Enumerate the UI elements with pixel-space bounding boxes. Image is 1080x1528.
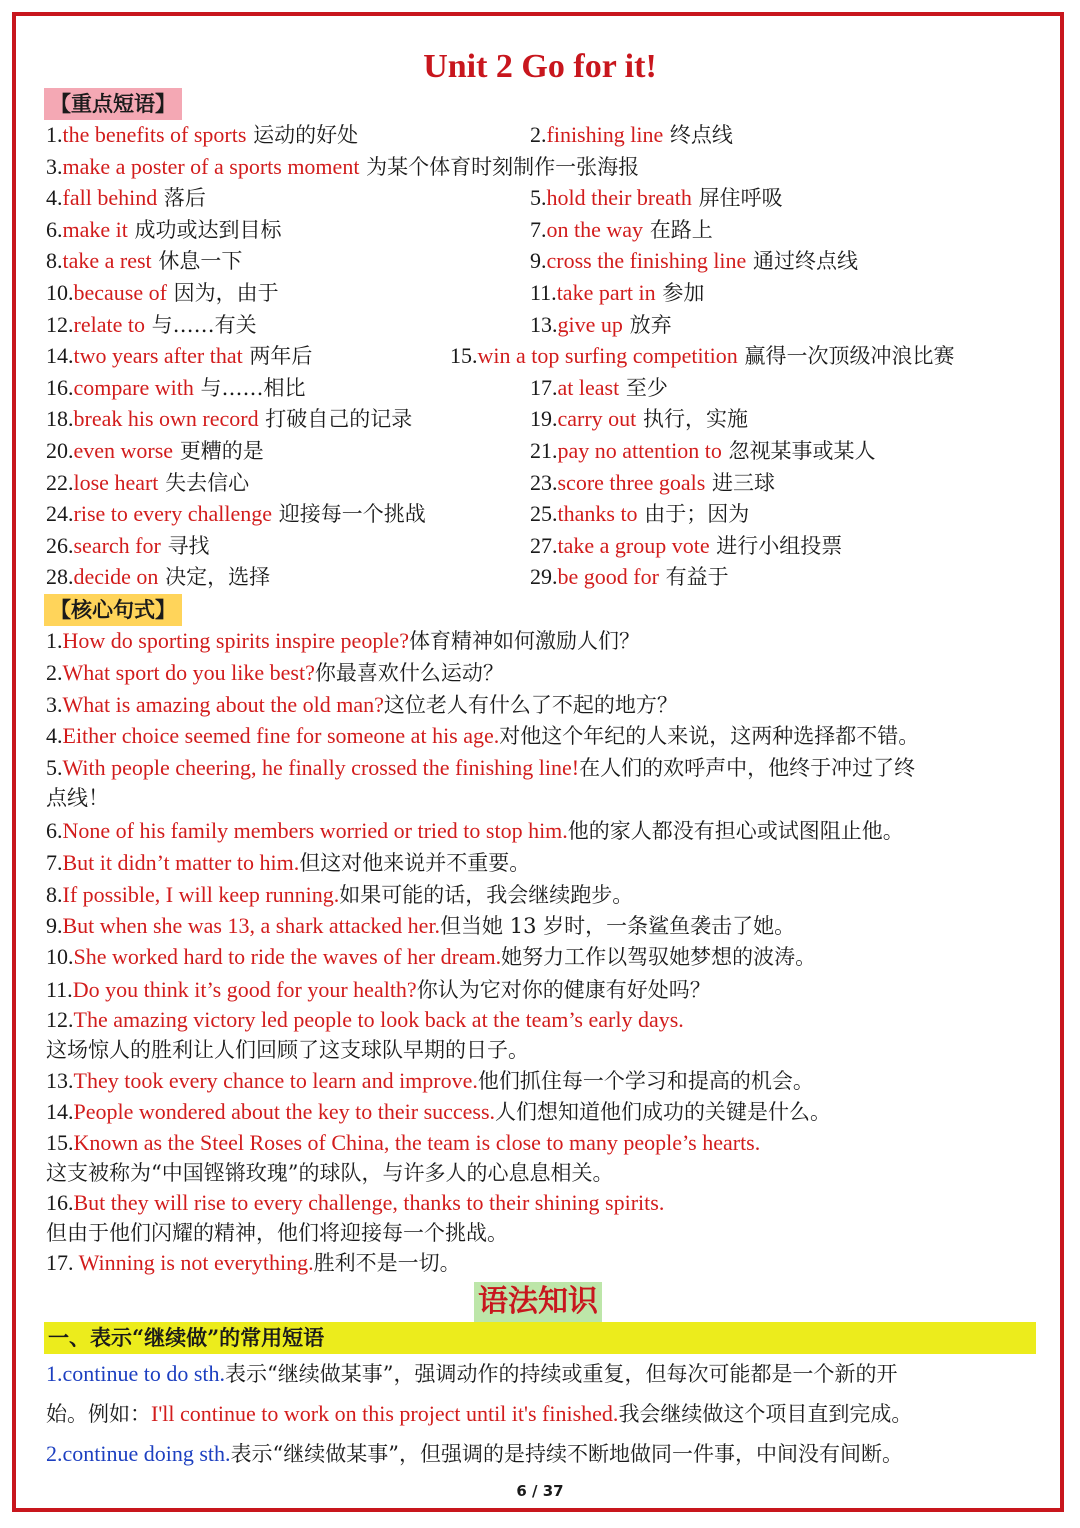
phrase-item <box>46 499 426 529</box>
phrase-english: break his own record <box>73 406 259 432</box>
sentence-item <box>46 721 919 751</box>
phrase-chinese: 在路上 <box>643 217 713 242</box>
phrase-chinese: 两年后 <box>242 344 313 369</box>
sentence-item <box>46 753 915 813</box>
phrase-english: on the way <box>546 216 644 242</box>
phrase-number: 16. <box>46 374 74 400</box>
sentence-chinese: 你最喜欢什么运动？ <box>314 661 504 685</box>
phrase-chinese: 进三球 <box>705 470 776 495</box>
sentence-chinese: 对他这个年纪的人来说，这两种选择都不错。 <box>499 724 920 748</box>
phrase-chinese: 进行小组投票 <box>709 533 843 558</box>
phrase-number: 6. <box>46 216 63 242</box>
phrase-item <box>46 436 264 466</box>
sentence-number: 2. <box>46 660 63 685</box>
sentence-chinese-continued: 这支被称为“中国铿锵玫瑰”的球队，与许多人的心息息相关。 <box>46 1161 614 1185</box>
phrase-number: 23. <box>530 469 558 495</box>
phrase-number: 28. <box>46 564 74 590</box>
sentence-english: How do sporting spirits inspire people? <box>62 628 409 653</box>
phrase-chinese: 休息一下 <box>151 249 243 274</box>
phrase-item <box>46 152 639 182</box>
phrase-item <box>46 183 206 213</box>
phrase-item <box>46 373 306 403</box>
phrase-number: 27. <box>530 532 558 558</box>
phrase-number: 18. <box>46 406 74 432</box>
sentence-chinese: 他们抓住每一个学习和提高的机会。 <box>477 1069 814 1093</box>
sentence-item <box>46 848 530 878</box>
sentence-chinese: 这位老人有什么了不起的地方？ <box>383 693 678 717</box>
sentence-item <box>46 1188 664 1248</box>
sentence-english: They took every chance to learn and improve. <box>73 1068 478 1093</box>
sentence-number: 9. <box>46 913 63 938</box>
phrase-number: 5. <box>530 185 547 211</box>
phrase-number: 29. <box>530 564 558 590</box>
phrase-item <box>530 120 733 150</box>
sentence-english: But they will rise to every challenge, thanks to their shining spirits. <box>73 1190 665 1215</box>
phrase-chinese: 至少 <box>619 375 668 400</box>
sentence-number: 6. <box>46 818 63 843</box>
sentence-item <box>46 1005 684 1065</box>
grammar-title: 语法知识 <box>474 1282 602 1322</box>
phrase-english: rise to every challenge <box>73 501 273 527</box>
phrase-number: 22. <box>46 469 74 495</box>
phrase-english: make it <box>62 216 128 242</box>
sentence-item <box>46 690 678 720</box>
phrase-english: fall behind <box>62 185 158 211</box>
phrase-chinese: 忽视某事或某人 <box>721 439 876 463</box>
sentence-english: People wondered about the key to their success. <box>73 1099 496 1124</box>
phrase-item <box>530 373 668 403</box>
phrase-english: thanks to <box>557 501 638 527</box>
phrase-number: 25. <box>530 501 558 527</box>
phrase-item <box>530 562 729 592</box>
phrase-number: 12. <box>46 311 74 337</box>
phrase-chinese: 与……有关 <box>144 312 257 337</box>
sentence-english: What sport do you like best? <box>62 660 315 685</box>
sentence-english: Known as the Steel Roses of China, the team is close to many people’s hearts. <box>73 1130 761 1155</box>
sentence-english: Either choice seemed fine for someone at his age. <box>62 723 500 748</box>
phrase-english: score three goals <box>557 469 706 495</box>
sentence-number: 11. <box>46 977 73 1002</box>
phrase-chinese: 为某个体育时刻制作一张海报 <box>359 154 640 179</box>
sentence-chinese: 人们想知道他们成功的关键是什么。 <box>495 1100 832 1124</box>
phrase-chinese: 参加 <box>655 281 705 305</box>
phrase-chinese: 打破自己的记录 <box>258 407 413 432</box>
phrase-item <box>530 215 713 245</box>
phrase-number: 26. <box>46 532 74 558</box>
sentence-chinese: 胜利不是一切。 <box>313 1251 461 1275</box>
phrase-chinese: 迎接每一个挑战 <box>272 502 426 527</box>
sentence-number: 1. <box>46 628 63 653</box>
sentence-number: 16. <box>46 1190 74 1215</box>
phrase-item <box>530 183 783 213</box>
phrase-item <box>46 120 358 150</box>
sentence-chinese: 她努力工作以驾驭她梦想的波涛。 <box>501 945 817 969</box>
phrase-number: 19. <box>530 406 558 432</box>
grammar-subheading: 一、表示“继续做”的常用短语 <box>44 1322 1036 1354</box>
phrase-number: 10. <box>46 280 74 305</box>
grammar-example: I'll continue to work on this project until it's finished. <box>151 1401 619 1426</box>
phrase-english: pay no attention to <box>557 438 722 463</box>
phrase-english: cross the finishing line <box>546 248 747 274</box>
phrase-chinese: 因为，由于 <box>166 281 279 305</box>
phrase-english: take part in <box>556 280 656 305</box>
sentence-chinese-continued: 这场惊人的胜利让人们回顾了这支球队早期的日子。 <box>46 1038 529 1062</box>
grammar-example-translation: 我会继续做这个项目直到完成。 <box>618 1402 913 1426</box>
sentence-english: With people cheering, he finally crossed the finishing line! <box>62 755 580 780</box>
phrase-number: 24. <box>46 501 74 527</box>
phrase-english: because of <box>73 280 167 305</box>
grammar-explanation: 表示“继续做某事”，强调动作的持续或重复，但每次可能都是一个新的开 <box>225 1362 898 1386</box>
phrase-chinese: 决定，选择 <box>158 565 271 590</box>
sentence-number: 15. <box>46 1130 74 1155</box>
phrase-item <box>46 531 210 561</box>
phrase-item <box>530 404 748 434</box>
sentence-english: What is amazing about the old man? <box>62 692 384 717</box>
grammar-point-1 <box>46 1354 1036 1434</box>
sentence-number: 3. <box>46 692 63 717</box>
grammar-phrase: 1.continue to do sth. <box>46 1361 226 1386</box>
phrase-item <box>46 404 412 434</box>
section-core-sentences: 【核心句式】 <box>44 594 182 626</box>
phrase-english: win a top surfing competition <box>477 343 738 369</box>
phrase-number: 9. <box>530 248 547 274</box>
phrase-english: take a rest <box>62 248 152 274</box>
sentence-item <box>46 1128 760 1188</box>
phrase-english: lose heart <box>73 469 159 495</box>
sentence-english: But when she was 13, a shark attacked her. <box>62 913 441 938</box>
sentence-item <box>46 1097 831 1127</box>
sentence-item <box>46 816 904 846</box>
sentence-english: But it didn’t matter to him. <box>62 850 300 875</box>
phrase-english: hold their breath <box>546 185 692 211</box>
phrase-chinese: 落后 <box>157 186 206 211</box>
sentence-number: 4. <box>46 723 63 748</box>
phrase-english: take a group vote <box>557 532 710 558</box>
phrase-number: 14. <box>46 343 74 369</box>
phrase-english: decide on <box>73 564 159 590</box>
page-number: 6 / 37 <box>516 1482 564 1500</box>
phrase-chinese: 终点线 <box>663 123 733 147</box>
phrase-number: 20. <box>46 438 74 463</box>
sentence-number: 5. <box>46 755 63 780</box>
grammar-phrase: 2.continue doing sth. <box>46 1441 231 1466</box>
phrase-chinese: 成功或达到目标 <box>127 217 282 242</box>
sentence-number: 8. <box>46 882 63 907</box>
sentence-chinese: 但当她 13 岁时，一条鲨鱼袭击了她。 <box>440 914 796 938</box>
phrase-item <box>530 310 672 340</box>
phrase-item <box>530 531 842 561</box>
phrase-item <box>46 341 312 371</box>
phrase-english: compare with <box>73 374 194 400</box>
phrase-english: at least <box>557 374 620 400</box>
sentence-english: None of his family members worried or tried to stop him. <box>62 818 568 843</box>
sentence-item <box>46 658 504 688</box>
phrase-english: search for <box>73 532 161 558</box>
phrase-chinese: 赢得一次顶级冲浪比赛 <box>737 344 955 369</box>
phrase-chinese: 放弃 <box>622 312 672 337</box>
grammar-explanation: 表示“继续做某事”，但强调的是持续不断地做同一件事，中间没有间断。 <box>230 1442 904 1466</box>
phrase-number: 13. <box>530 311 558 337</box>
section-key-phrases: 【重点短语】 <box>44 88 182 120</box>
phrase-item <box>530 278 704 308</box>
phrase-english: finishing line <box>546 122 664 147</box>
grammar-point-2 <box>46 1434 1036 1474</box>
phrase-english: be good for <box>557 564 659 590</box>
sentence-chinese: 他的家人都没有担心或试图阻止他。 <box>567 819 904 843</box>
phrase-english: the benefits of sports <box>62 122 247 147</box>
sentence-chinese: 体育精神如何激励人们？ <box>408 629 640 653</box>
phrase-number: 8. <box>46 248 63 274</box>
sentence-number: 7. <box>46 850 63 875</box>
phrase-english: two years after that <box>73 343 243 369</box>
phrase-english: make a poster of a sports moment <box>62 153 360 179</box>
sentence-english: The amazing victory led people to look back at the team’s early days. <box>73 1007 684 1032</box>
phrase-chinese: 失去信心 <box>158 470 250 495</box>
phrase-chinese: 与……相比 <box>193 375 306 400</box>
phrase-item <box>46 310 257 340</box>
phrase-chinese: 由于；因为 <box>637 502 750 527</box>
sentence-item <box>46 626 640 656</box>
sentence-number: 13. <box>46 1068 74 1093</box>
sentence-item <box>46 911 795 941</box>
sentence-item <box>46 975 711 1005</box>
grammar-example-label: 始。例如： <box>46 1402 151 1426</box>
phrase-item <box>530 246 858 276</box>
sentence-item <box>46 942 816 972</box>
sentence-chinese: 你认为它对你的健康有好处吗？ <box>416 978 711 1002</box>
phrase-item <box>46 278 279 308</box>
phrase-chinese: 运动的好处 <box>246 123 359 147</box>
sentence-english: Winning is not everything. <box>78 1250 314 1275</box>
phrase-number: 15. <box>450 343 478 369</box>
phrase-number: 17. <box>530 374 558 400</box>
phrase-item <box>46 246 242 276</box>
sentence-english: If possible, I will keep running. <box>62 882 340 907</box>
phrase-item <box>530 436 876 466</box>
phrase-chinese: 通过终点线 <box>746 249 858 274</box>
phrase-item <box>530 499 749 529</box>
sentence-item <box>46 1248 461 1278</box>
sentence-chinese: 在人们的欢呼声中，他终于冲过了终 <box>579 756 916 780</box>
phrase-number: 11. <box>530 280 557 305</box>
phrase-english: give up <box>557 311 623 337</box>
sentence-chinese-continued: 点线！ <box>46 786 109 810</box>
phrase-chinese: 屏住呼吸 <box>691 186 783 211</box>
sentence-number: 14. <box>46 1099 74 1124</box>
phrase-number: 3. <box>46 153 63 179</box>
phrase-english: relate to <box>73 311 145 337</box>
phrase-number: 7. <box>530 216 547 242</box>
sentence-number: 10. <box>46 944 74 969</box>
phrase-chinese: 有益于 <box>658 565 729 590</box>
sentence-item <box>46 880 633 910</box>
page-title: Unit 2 Go for it! <box>423 48 657 85</box>
phrase-chinese: 寻找 <box>160 533 210 558</box>
phrase-item <box>530 468 775 498</box>
phrase-chinese: 更糟的是 <box>173 439 264 463</box>
sentence-english: She worked hard to ride the waves of her dream. <box>73 944 502 969</box>
phrase-item <box>46 468 249 498</box>
sentence-chinese-continued: 但由于他们闪耀的精神，他们将迎接每一个挑战。 <box>46 1221 508 1245</box>
phrase-number: 2. <box>530 122 547 147</box>
phrase-chinese: 执行，实施 <box>636 407 748 432</box>
phrase-number: 1. <box>46 122 63 147</box>
sentence-item <box>46 1066 814 1096</box>
phrase-english: carry out <box>557 406 637 432</box>
sentence-english: Do you think it’s good for your health? <box>72 977 417 1002</box>
sentence-chinese: 如果可能的话，我会继续跑步。 <box>339 883 634 907</box>
phrase-item <box>450 341 954 371</box>
sentence-number: 12. <box>46 1007 74 1032</box>
phrase-item <box>46 215 282 245</box>
phrase-number: 21. <box>530 438 558 463</box>
sentence-chinese: 但这对他来说并不重要。 <box>299 851 531 875</box>
sentence-number: 17. <box>46 1250 79 1275</box>
phrase-number: 4. <box>46 185 63 211</box>
phrase-item <box>46 562 270 592</box>
phrase-english: even worse <box>73 438 174 463</box>
